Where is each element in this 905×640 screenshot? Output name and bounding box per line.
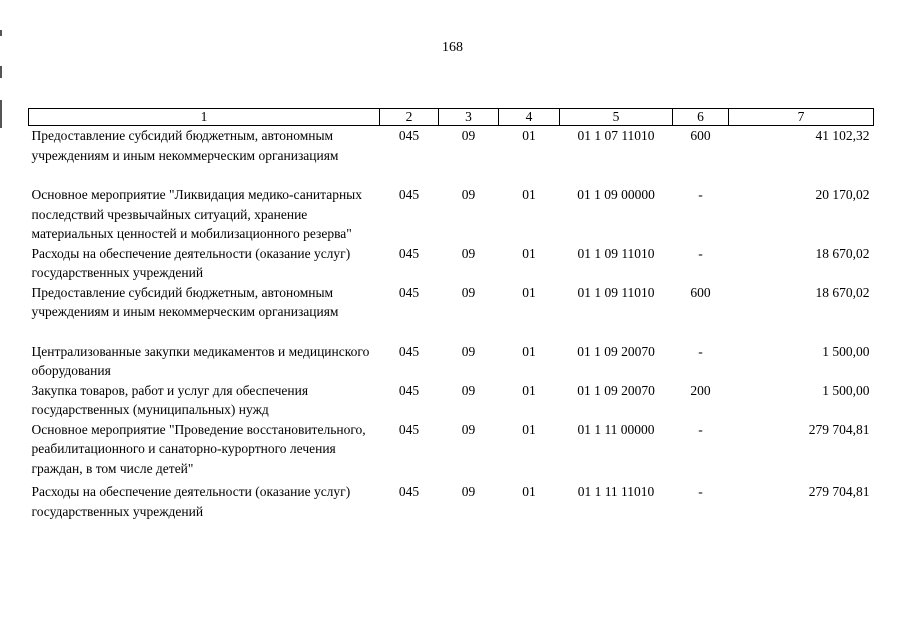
cell-target-code: 01 1 09 00000 [577,187,655,202]
scan-margin-mark [0,100,2,128]
cell-section: 09 [461,484,476,499]
row-name: Расходы на обеспечение деятельности (оказание услуг) государственных учреждений [31,245,351,280]
scan-margin-mark [0,66,2,78]
row-name: Закупка товаров, работ и услуг для обеспечения государственных (муниципальных) нужд [31,382,309,417]
cell-expense-type: 200 [690,382,711,398]
column-header: 3 [439,109,499,126]
cell-ministry-code: 045 [398,187,420,202]
cell-target-code: 01 1 07 11010 [577,128,655,143]
cell-section: 09 [461,421,476,437]
cell-subsection: 01 [522,421,536,437]
row-name: Расходы на обеспечение деятельности (оказание услуг) государственных учреждений [31,484,351,519]
cell-expense-type: 600 [690,284,711,300]
cell-ministry-code: 045 [398,245,420,261]
cell-subsection: 01 [522,484,536,499]
cell-amount: 279 704,81 [808,484,870,499]
page-number: 168 [442,40,463,55]
column-header: 2 [380,109,439,126]
cell-ministry-code: 045 [398,484,420,499]
cell-amount: 18 670,02 [815,284,870,300]
column-header: 7 [729,109,874,126]
cell-amount: 20 170,02 [815,187,870,202]
table-row [29,126,874,166]
cell-section: 09 [461,187,476,202]
cell-ministry-code: 045 [398,284,420,300]
table-row [29,185,874,244]
cell-target-code: 01 1 09 20070 [577,343,655,359]
table-row [29,283,874,322]
cell-ministry-code: 045 [398,128,420,143]
cell-subsection: 01 [522,382,536,398]
column-header: 6 [673,109,729,126]
header-row [29,109,874,126]
table-row [29,482,874,521]
cell-subsection: 01 [522,343,536,359]
cell-ministry-code: 045 [398,421,420,437]
cell-amount: 41 102,32 [815,128,870,143]
table-row [29,420,874,479]
column-header: 4 [499,109,560,126]
cell-expense-type: - [698,343,703,359]
row-name: Основное мероприятие "Проведение восстановительного, реабилитационного и санаторно-курортного лечения граждан, в том числе детей" [31,421,366,476]
cell-target-code: 01 1 09 20070 [577,382,655,398]
scan-margin-mark [0,30,2,36]
cell-expense-type: - [698,245,703,261]
cell-amount: 1 500,00 [822,382,870,398]
cell-section: 09 [461,128,476,143]
table-row [29,381,874,420]
cell-amount: 18 670,02 [815,245,870,261]
cell-amount: 279 704,81 [808,421,870,437]
cell-subsection: 01 [522,187,536,202]
cell-expense-type: 600 [690,128,711,143]
cell-target-code: 01 1 11 11010 [577,484,655,499]
table-row [29,244,874,283]
row-spacer [29,322,874,342]
cell-expense-type: - [698,187,703,202]
cell-subsection: 01 [522,128,536,143]
row-name: Предоставление субсидий бюджетным, автономным учреждениям и иным некоммерческим организациям [31,284,339,319]
cell-ministry-code: 045 [398,382,420,398]
budget-table [28,108,874,521]
cell-section: 09 [461,284,476,300]
cell-section: 09 [461,343,476,359]
cell-target-code: 01 1 11 00000 [577,421,655,437]
column-header: 5 [560,109,673,126]
cell-section: 09 [461,245,476,261]
cell-expense-type: - [698,484,703,499]
row-spacer [29,165,874,185]
row-name: Предоставление субсидий бюджетным, автономным учреждениям и иным некоммерческим организациям [31,128,339,163]
column-header: 1 [29,109,380,126]
cell-target-code: 01 1 09 11010 [577,284,655,300]
row-name: Основное мероприятие "Ликвидация медико-санитарных последствий чрезвычайных ситуаций, хранение материальных ценностей и мобилизационного резерва" [31,187,362,241]
cell-subsection: 01 [522,245,536,261]
cell-target-code: 01 1 09 11010 [577,245,655,261]
cell-section: 09 [461,382,476,398]
cell-subsection: 01 [522,284,536,300]
row-name: Централизованные закупки медикаментов и медицинского оборудования [31,343,370,378]
cell-expense-type: - [698,421,703,437]
table-row [29,342,874,381]
cell-amount: 1 500,00 [822,343,870,359]
cell-ministry-code: 045 [398,343,420,359]
